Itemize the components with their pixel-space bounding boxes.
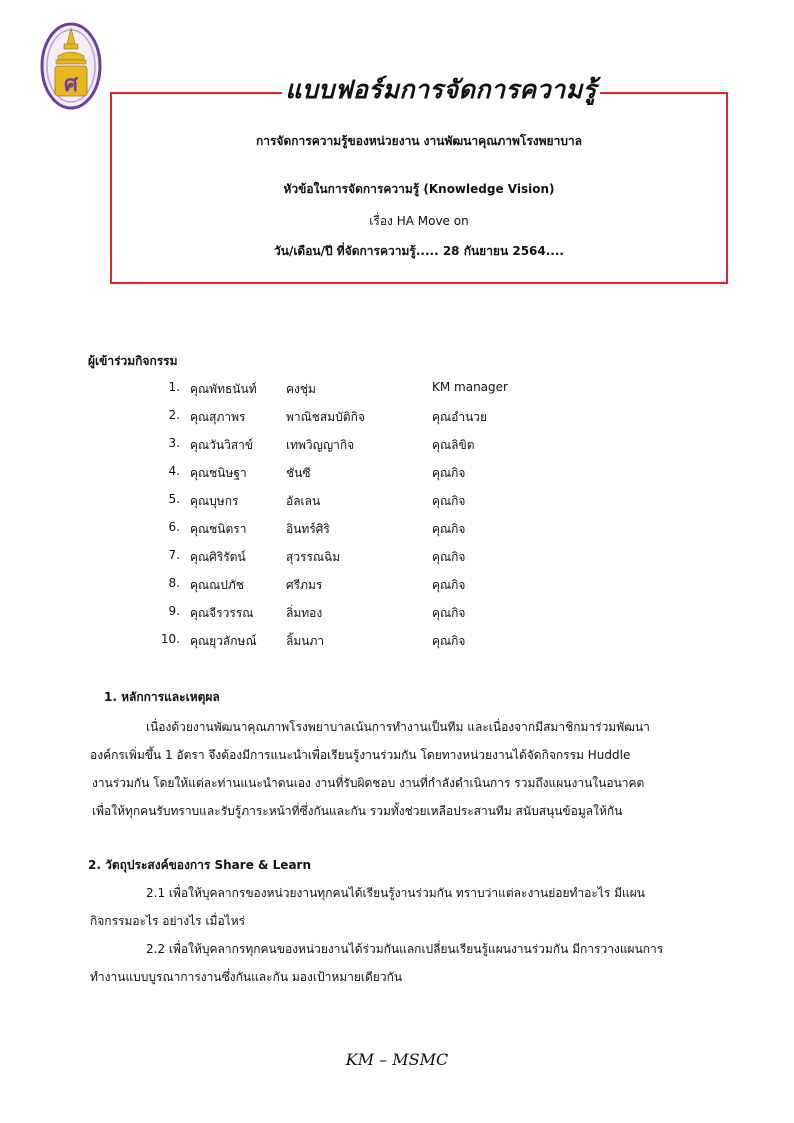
participant-surname: ลิ่มทอง [286, 606, 323, 620]
participant-role: คุณกิจ [432, 466, 466, 480]
participant-name: คุณจีรวรรณ [190, 606, 254, 620]
participant-number: 10. [160, 632, 180, 646]
participant-row [0, 548, 794, 570]
section1-line: เนื่องด้วยงานพัฒนาคุณภาพโรงพยาบาลเน้นการทำงานเป็นทีม และเนื่องจากมีสมาชิกมาร่วมพัฒนา [146, 720, 650, 734]
date-line: วัน/เดือน/ปี ที่จัดการความรู้..... 28 กันยายน 2564.... [274, 244, 564, 258]
participant-name: คุณพัทธนันท์ [190, 382, 257, 396]
participant-row [0, 520, 794, 542]
participant-name: คุณสุภาพร [190, 410, 246, 424]
participant-row [0, 408, 794, 430]
hospital-logo [40, 22, 102, 110]
participant-surname: ชันซี [286, 466, 311, 480]
section1-line: เพื่อให้ทุกคนรับทราบและรับรู้ภาระหน้าที่ซึ่งกันและกัน รวมทั้งช่วยเหลือประสานทีม สนับสนุนข้อมูลให้กัน [92, 804, 623, 818]
participant-row [0, 604, 794, 626]
participant-role: คุณกิจ [432, 522, 466, 536]
participant-number: 1. [168, 380, 180, 394]
participant-name: คุณบุษกร [190, 494, 239, 508]
participant-name: คุณณปภัช [190, 578, 244, 592]
section1-line: องค์กรเพิ่มขึ้น 1 อัตรา จึงต้องมีการแนะนำเพื่อเรียนรู้งานร่วมกัน โดยทางหน่วยงานได้จัดกิจกรรม Huddle [90, 748, 631, 762]
section2-line: กิจกรรมอะไร อย่างไร เมื่อไหร่ [90, 914, 246, 928]
section2-line: 2.1 เพื่อให้บุคลากรของหน่วยงานทุกคนได้เรียนรู้งานร่วมกัน ทราบว่าแต่ละงานย่อยทำอะไร มีแผน [146, 886, 645, 900]
participant-role: คุณอำนวย [432, 410, 488, 424]
participant-number: 5. [168, 492, 180, 506]
participant-number: 7. [168, 548, 180, 562]
page-footer: KM – MSMC [345, 1050, 449, 1069]
participant-surname: เทพวิญญากิจ [286, 438, 355, 452]
participant-surname: ศรีภมร [286, 578, 323, 592]
logo-letter: ศ [64, 72, 78, 97]
unit-line: การจัดการความรู้ของหน่วยงาน งานพัฒนาคุณภาพโรงพยาบาล [255, 134, 583, 148]
hospital-seal-icon [40, 22, 102, 110]
participants-heading: ผู้เข้าร่วมกิจกรรม [88, 354, 178, 368]
participant-number: 3. [168, 436, 180, 450]
participant-name: คุณชนิตรา [190, 522, 247, 536]
subject-line: เรื่อง HA Move on [369, 214, 469, 228]
participant-surname: สุวรรณฉิม [286, 550, 341, 564]
participant-role: คุณกิจ [432, 550, 466, 564]
participant-role: คุณลิขิต [432, 438, 475, 452]
participant-row [0, 576, 794, 598]
topic-line: หัวข้อในการจัดการความรู้ (Knowledge Vision) [283, 182, 555, 196]
section2-line: ทำงานแบบบูรณาการงานซึ่งกันและกัน มองเป้าหมายเดียวกัน [90, 970, 403, 984]
participant-row [0, 492, 794, 514]
participant-name: คุณยุวลักษณ์ [190, 634, 257, 648]
participant-surname: อัลเลน [286, 494, 321, 508]
participant-row [0, 380, 794, 402]
participant-name: คุณศิริรัตน์ [190, 550, 246, 564]
participant-role: คุณกิจ [432, 494, 466, 508]
participant-role: KM manager [432, 380, 508, 394]
participant-role: คุณกิจ [432, 606, 466, 620]
form-title: แบบฟอร์มการจัดการความรู้ [282, 66, 600, 114]
participant-surname: ลิ้มนภา [286, 634, 325, 648]
participant-row [0, 464, 794, 486]
section1-heading: 1. หลักการและเหตุผล [104, 690, 220, 704]
participant-surname: อินทร์ศิริ [286, 522, 330, 536]
participant-name: คุณวันวิสาข์ [190, 438, 254, 452]
participant-name: คุณชนิษฐา [190, 466, 247, 480]
participant-row [0, 436, 794, 458]
participant-number: 9. [168, 604, 180, 618]
participant-surname: คงชุ่ม [286, 382, 316, 396]
participant-number: 6. [168, 520, 180, 534]
section2-line: 2.2 เพื่อให้บุคลากรทุกคนของหน่วยงานได้ร่วมกันแลกเปลี่ยนเรียนรู้แผนงานร่วมกัน มีการวางแผนการ [146, 942, 664, 956]
participant-role: คุณกิจ [432, 578, 466, 592]
participant-number: 8. [168, 576, 180, 590]
participant-number: 4. [168, 464, 180, 478]
section1-line: งานร่วมกัน โดยให้แต่ละท่านแนะนำตนเอง งานที่รับผิดชอบ งานที่กำลังดำเนินการ รวมถึงแผนงานในอนาคต [92, 776, 645, 790]
participant-number: 2. [168, 408, 180, 422]
participant-row [0, 632, 794, 654]
participant-surname: พาณิชสมบัติกิจ [286, 410, 365, 424]
participant-role: คุณกิจ [432, 634, 466, 648]
section2-heading: 2. วัตถุประสงค์ของการ Share & Learn [88, 858, 312, 872]
